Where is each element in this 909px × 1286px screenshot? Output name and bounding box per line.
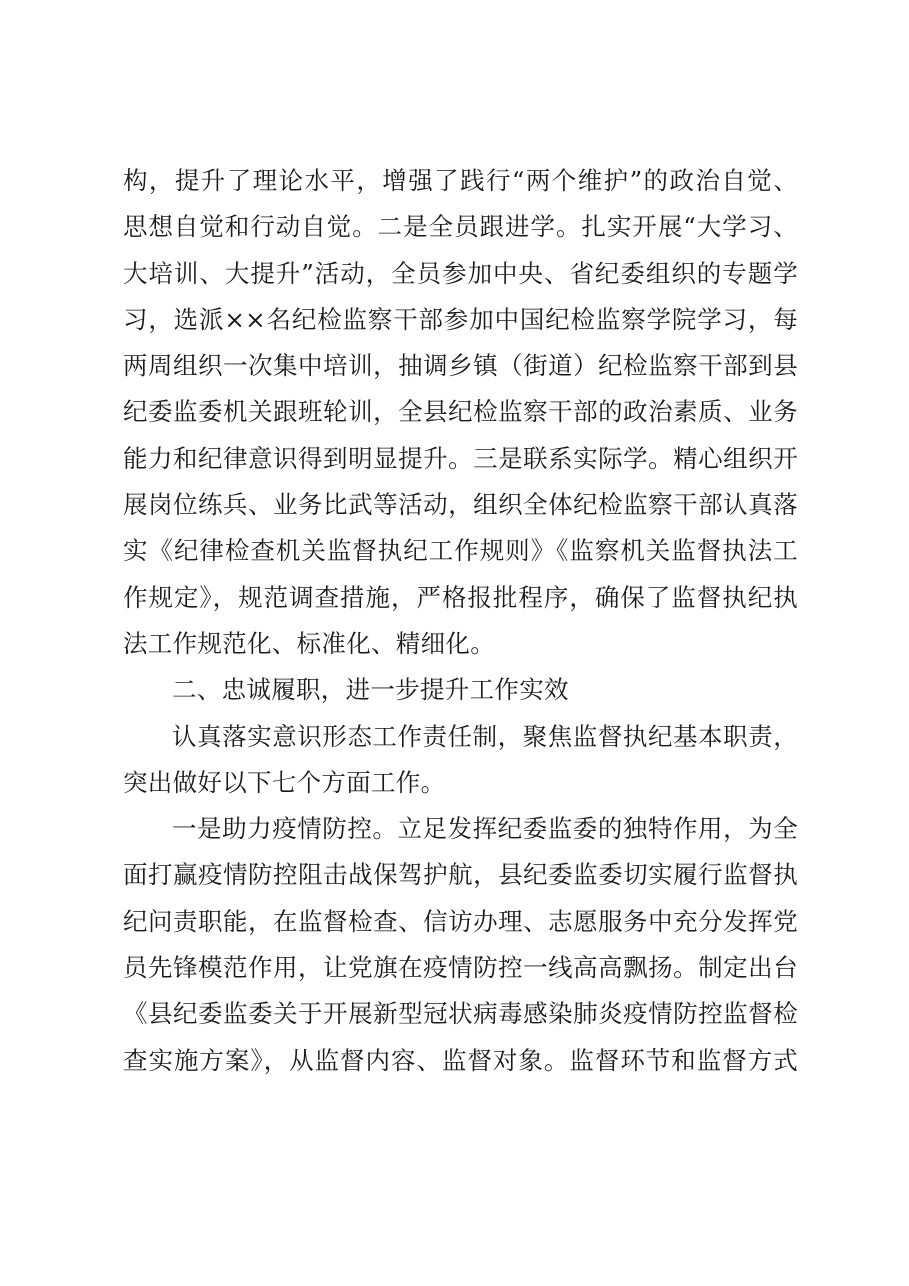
text-line: 《县纪委监委关于开展新型冠状病毒感染肺炎疫情防控监督检 <box>123 999 798 1029</box>
text-line: 作规定》，规范调查措施，严格报批程序，确保了监督执纪执 <box>123 582 798 612</box>
text-line: 员先锋模范作用，让党旗在疫情防控一线高高飘扬。制定出台 <box>123 953 798 983</box>
text-line: 查实施方案》，从监督内容、监督对象。监督环节和监督方式 <box>123 1045 798 1075</box>
text-line: 两周组织一次集中培训，抽调乡镇（街道）纪检监察干部到县 <box>123 351 798 381</box>
text-line: 突出做好以下七个方面工作。 <box>123 767 446 797</box>
section-heading <box>123 667 798 713</box>
text-line: 思想自觉和行动自觉。二是全员跟进学。扎实开展“大学习、 <box>123 212 798 242</box>
text-line: 一是助力疫情防控。立足发挥纪委监委的独特作用，为全 <box>172 814 798 844</box>
text-line: 习，选派××名纪检监察干部参加中国纪检监察学院学习，每 <box>123 304 798 334</box>
paragraph-epidemic <box>123 806 798 1084</box>
paragraph-continuation <box>123 158 798 667</box>
text-line: 展岗位练兵、业务比武等活动，组织全体纪检监察干部认真落 <box>123 490 798 520</box>
text-line: 能力和纪律意识得到明显提升。三是联系实际学。精心组织开 <box>123 443 798 473</box>
document-body <box>123 158 798 1084</box>
text-line: 构，提升了理论水平，增强了践行“两个维护”的政治自觉、 <box>123 166 798 195</box>
text-line: 法工作规范化、标准化、精细化。 <box>123 628 495 658</box>
text-line: 实《纪律检查机关监督执纪工作规则》《监察机关监督执法工 <box>123 536 798 566</box>
text-line: 纪问责职能，在监督检查、信访办理、志愿服务中充分发挥党 <box>123 906 798 936</box>
heading-text: 二、忠诚履职，进一步提升工作实效 <box>172 675 569 705</box>
text-line: 面打赢疫情防控阻击战保驾护航，县纪委监委切实履行监督执 <box>123 860 798 890</box>
text-line: 认真落实意识形态工作责任制，聚焦监督执纪基本职责， <box>172 721 798 751</box>
text-line: 纪委监委机关跟班轮训，全县纪检监察干部的政治素质、业务 <box>123 397 798 427</box>
paragraph-intro <box>123 714 798 807</box>
text-line: 大培训、大提升”活动，全员参加中央、省纪委组织的专题学 <box>123 258 798 288</box>
